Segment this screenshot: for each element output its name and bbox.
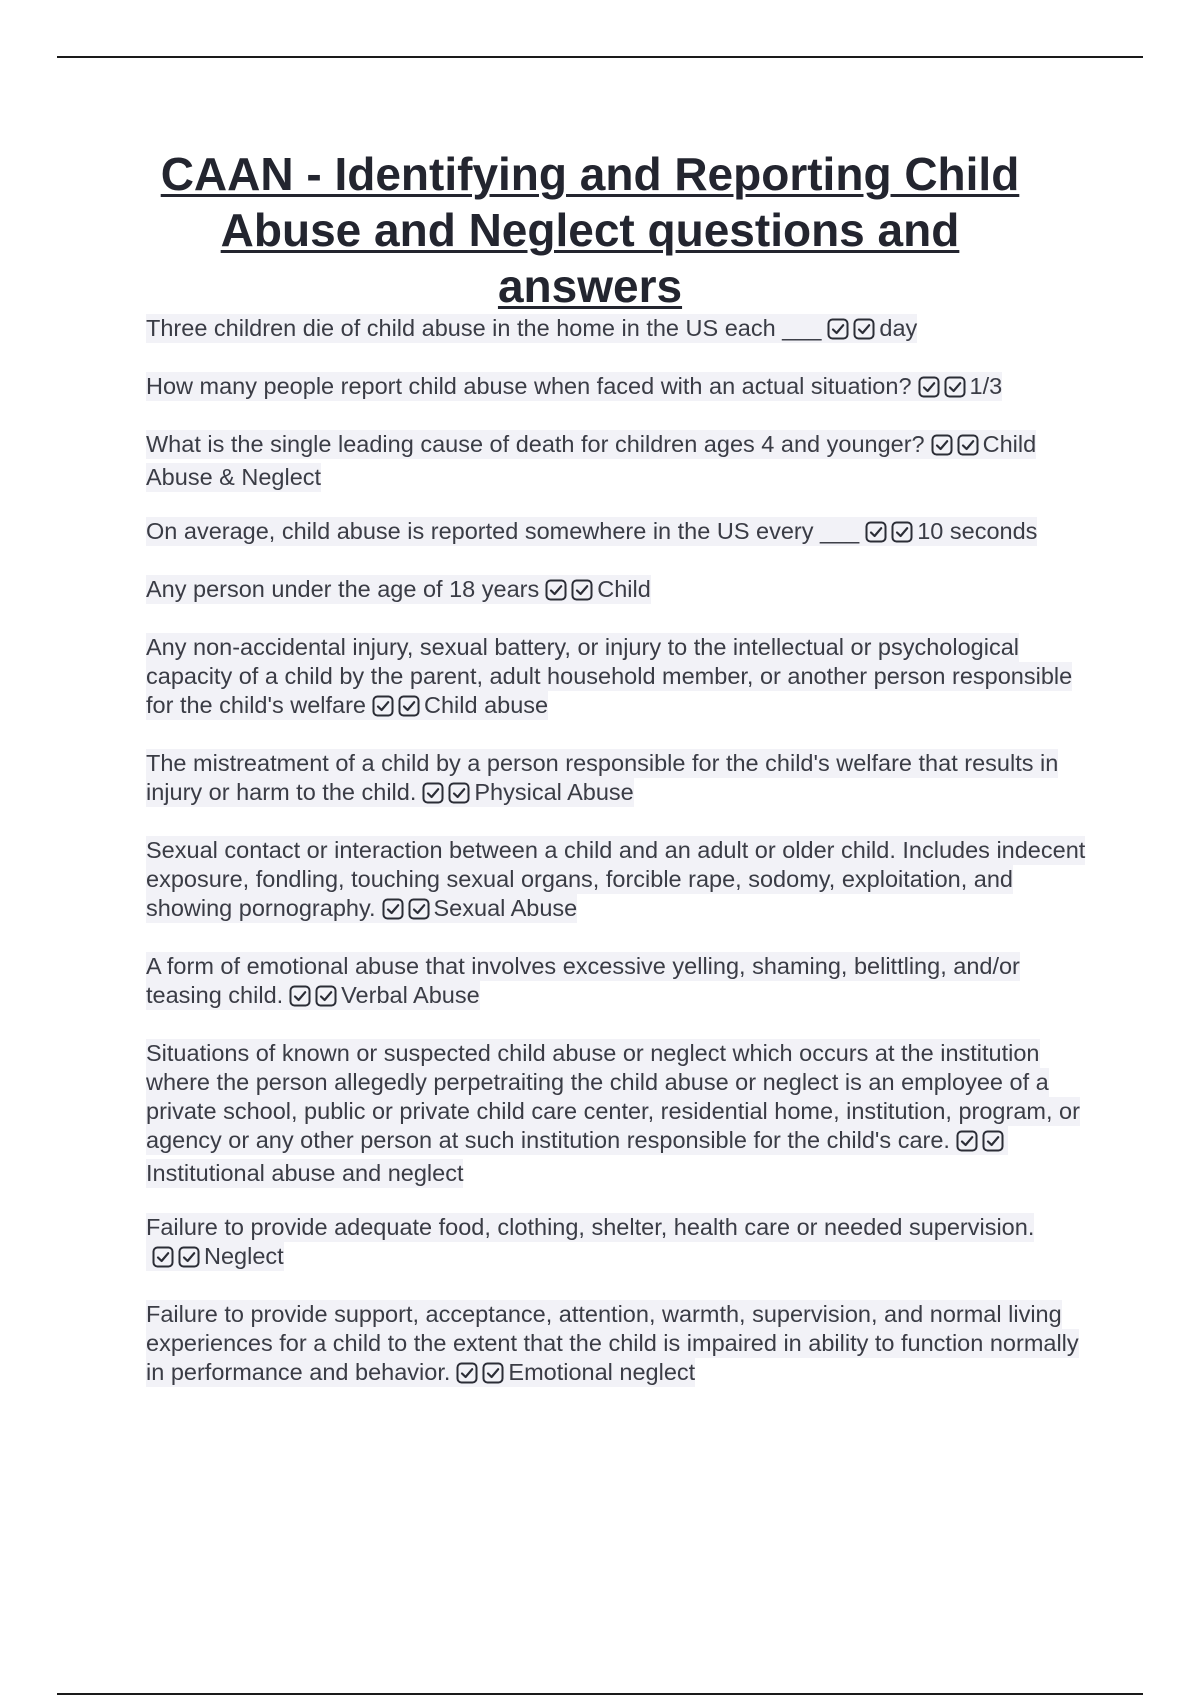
answer-text: 10 seconds bbox=[917, 518, 1038, 544]
answer-text: Neglect bbox=[204, 1243, 284, 1269]
qa-item bbox=[146, 314, 1091, 347]
checkbox-checked-icon bbox=[398, 695, 420, 717]
bottom-rule bbox=[57, 1693, 1143, 1695]
answer-text: Child bbox=[597, 576, 651, 602]
checkbox-checked-icon bbox=[448, 782, 470, 804]
checkbox-checked-icon bbox=[178, 1246, 200, 1268]
question-text: How many people report child abuse when faced with an actual situation? bbox=[146, 373, 912, 399]
answer-text: Sexual Abuse bbox=[433, 895, 578, 921]
question-text: Any non-accidental injury, sexual battery, or injury to the intellectual or psychological capacity of a child by the parent, adult household member, or another person responsible for the child's welfare bbox=[146, 634, 1073, 718]
question-text: Situations of known or suspected child abuse or neglect which occurs at the institution where the person allegedly perpetraiting the child abuse or neglect is an employee of a private school, public or private child care center, residential home, institution, program, or agency or any other person at such institution responsible for the child's care. bbox=[146, 1040, 1080, 1153]
checkbox-checked-icon bbox=[152, 1246, 174, 1268]
checkbox-checked-icon bbox=[982, 1130, 1004, 1152]
checkbox-checked-icon bbox=[289, 985, 311, 1007]
checkbox-checked-icon bbox=[865, 521, 887, 543]
checkbox-checked-icon bbox=[315, 985, 337, 1007]
checkbox-checked-icon bbox=[422, 782, 444, 804]
qa-item bbox=[146, 836, 1091, 927]
question-text: Failure to provide adequate food, clothing, shelter, health care or needed supervision. bbox=[146, 1214, 1035, 1240]
checkbox-checked-icon bbox=[827, 318, 849, 340]
document-title: CAAN - Identifying and Reporting Child Abuse and Neglect questions and answers bbox=[160, 148, 1020, 312]
qa-item bbox=[146, 1213, 1091, 1275]
checkbox-checked-icon bbox=[382, 898, 404, 920]
qa-item bbox=[146, 1300, 1091, 1391]
checkbox-checked-icon bbox=[957, 434, 979, 456]
checkbox-checked-icon bbox=[456, 1362, 478, 1384]
question-text: On average, child abuse is reported somewhere in the US every ___ bbox=[146, 518, 860, 544]
checkbox-checked-icon bbox=[853, 318, 875, 340]
checkbox-checked-icon bbox=[891, 521, 913, 543]
answer-text: Emotional neglect bbox=[508, 1359, 696, 1385]
qa-item bbox=[146, 1039, 1091, 1188]
answer-text: Child Abuse & Neglect bbox=[146, 431, 1037, 490]
answer-text: Institutional abuse and neglect bbox=[146, 1160, 464, 1186]
checkbox-checked-icon bbox=[944, 376, 966, 398]
answer-text: 1/3 bbox=[969, 373, 1003, 399]
answer-text: Verbal Abuse bbox=[341, 982, 480, 1008]
question-text: The mistreatment of a child by a person responsible for the child's welfare that results in injury or harm to the child. bbox=[146, 750, 1059, 805]
question-text: What is the single leading cause of death for children ages 4 and younger? bbox=[146, 431, 925, 457]
answer-text: Child abuse bbox=[424, 692, 549, 718]
question-text: Any person under the age of 18 years bbox=[146, 576, 540, 602]
top-rule bbox=[57, 56, 1143, 58]
checkbox-checked-icon bbox=[482, 1362, 504, 1384]
question-text: Three children die of child abuse in the home in the US each ___ bbox=[146, 315, 822, 341]
qa-list bbox=[146, 314, 1091, 1416]
qa-item bbox=[146, 633, 1091, 724]
answer-text: day bbox=[879, 315, 918, 341]
checkbox-checked-icon bbox=[408, 898, 430, 920]
checkbox-checked-icon bbox=[956, 1130, 978, 1152]
qa-item bbox=[146, 517, 1091, 550]
qa-item bbox=[146, 575, 1091, 608]
qa-item bbox=[146, 430, 1091, 492]
checkbox-checked-icon bbox=[571, 579, 593, 601]
qa-item bbox=[146, 749, 1091, 811]
question-text: A form of emotional abuse that involves excessive yelling, shaming, belittling, and/or teasing child. bbox=[146, 953, 1020, 1008]
checkbox-checked-icon bbox=[545, 579, 567, 601]
qa-item bbox=[146, 952, 1091, 1014]
question-text: Sexual contact or interaction between a child and an adult or older child. Includes indecent exposure, fondling, touching sexual organs, forcible rape, sodomy, exploitation, and showing pornography. bbox=[146, 837, 1086, 921]
checkbox-checked-icon bbox=[372, 695, 394, 717]
checkbox-checked-icon bbox=[918, 376, 940, 398]
checkbox-checked-icon bbox=[931, 434, 953, 456]
question-text: Failure to provide support, acceptance, attention, warmth, supervision, and normal living experiences for a child to the extent that the child is impaired in ability to function normally in performance and behavior. bbox=[146, 1301, 1079, 1385]
answer-text: Physical Abuse bbox=[474, 779, 634, 805]
qa-item bbox=[146, 372, 1091, 405]
